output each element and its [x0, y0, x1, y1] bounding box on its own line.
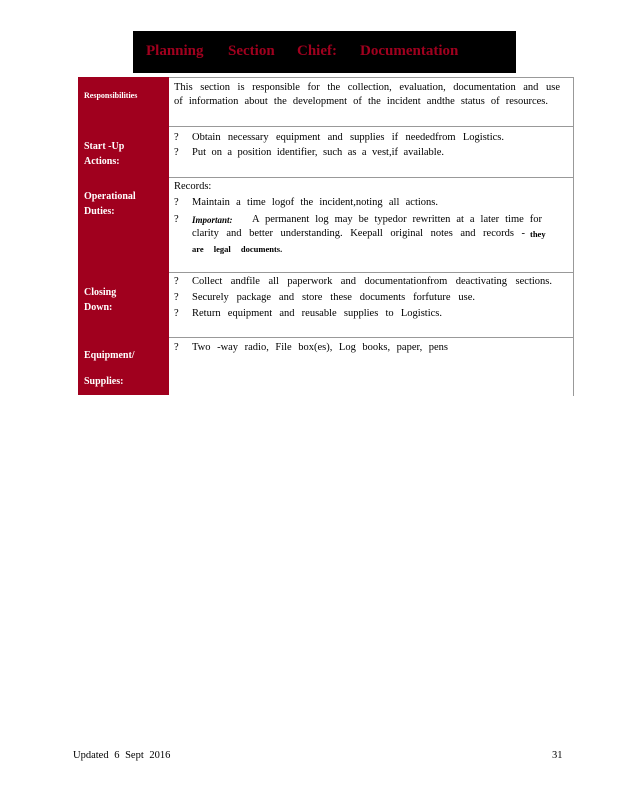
- label-startup-1: Start -Up: [84, 141, 125, 152]
- label-column: [78, 77, 169, 395]
- closing-item-3: Return equipment and reusable supplies to Logistics.: [192, 308, 442, 319]
- bullet-marker: ?: [174, 292, 179, 303]
- startup-item-2: Put on a position identifier, such as a vest,if available.: [192, 147, 444, 158]
- label-startup-2: Actions:: [84, 156, 120, 167]
- important-line-1: A permanent log may be typedor rewritten at a later time for: [252, 214, 542, 225]
- responsibilities-line-2: of information about the development of the incident andthe status of resources.: [174, 96, 548, 107]
- footer-updated: Updated 6 Sept 2016: [73, 750, 171, 761]
- operational-item-1: Maintain a time logof the incident,noting all actions.: [192, 197, 438, 208]
- cell-responsibilities: [169, 77, 574, 127]
- section-title-bar: [133, 31, 516, 73]
- important-line-2: clarity and better understanding. Keepall original notes and records -: [192, 228, 525, 239]
- label-equipment-2: Supplies:: [84, 376, 124, 387]
- bullet-marker: ?: [174, 342, 179, 353]
- label-equipment-1: Equipment/: [84, 350, 135, 361]
- equipment-item-1: Two -way radio, File box(es), Log books, paper, pens: [192, 342, 448, 353]
- startup-item-1: Obtain necessary equipment and supplies if neededfrom Logistics.: [192, 132, 504, 143]
- title-word-chief: Chief:: [297, 43, 337, 59]
- bullet-marker: ?: [174, 147, 179, 158]
- bullet-marker: ?: [174, 308, 179, 319]
- title-word-planning: Planning: [146, 43, 204, 59]
- page-number: 31: [552, 750, 563, 761]
- checklist-table: [78, 77, 575, 395]
- cell-closing: [169, 272, 574, 338]
- label-responsibilities: Responsibilities: [84, 91, 138, 100]
- important-line-2-bold: they: [530, 229, 546, 239]
- bullet-marker: ?: [174, 276, 179, 287]
- bullet-marker: ?: [174, 214, 179, 225]
- title-word-section: Section: [228, 43, 275, 59]
- label-operational-2: Duties:: [84, 206, 115, 217]
- label-operational-1: Operational: [84, 191, 136, 202]
- cell-startup: [169, 126, 574, 178]
- label-closing-2: Down:: [84, 302, 113, 313]
- title-word-documentation: Documentation: [360, 43, 459, 59]
- bullet-marker: ?: [174, 197, 179, 208]
- responsibilities-line-1: This section is responsible for the collection, evaluation, documentation and use: [174, 82, 560, 93]
- cell-equipment: [169, 337, 574, 396]
- cell-operational: [169, 177, 574, 273]
- label-closing-1: Closing: [84, 287, 117, 298]
- important-line-3: are legal documents.: [192, 244, 283, 254]
- closing-item-1: Collect andfile all paperwork and documentationfrom deactivating sections.: [192, 276, 552, 287]
- important-label: Important:: [192, 215, 233, 225]
- records-heading: Records:: [174, 181, 212, 192]
- bullet-marker: ?: [174, 132, 179, 143]
- closing-item-2: Securely package and store these documents forfuture use.: [192, 292, 475, 303]
